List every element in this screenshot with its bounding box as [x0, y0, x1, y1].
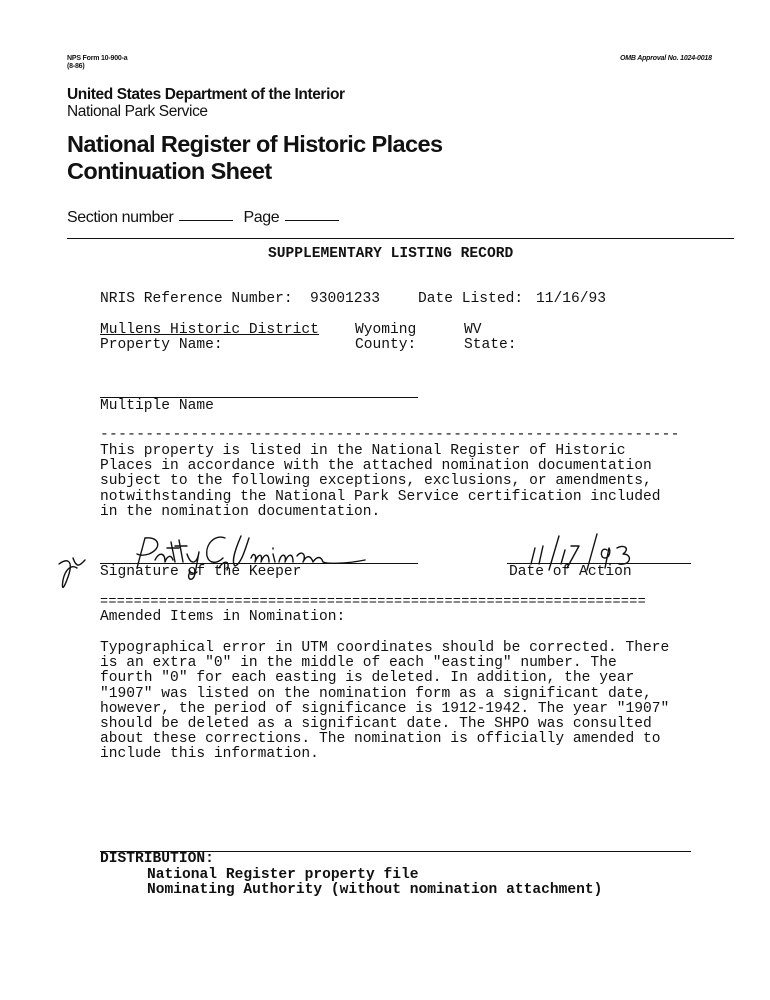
statement-line: subject to the following exceptions, exclusions, or amendments, [100, 473, 652, 490]
distribution-item: Nominating Authority (without nomination attachment) [147, 882, 603, 899]
equals-separator: ================================================================= [100, 595, 647, 610]
distribution-item: National Register property file [147, 867, 419, 883]
form-date-text: (8-86) [67, 63, 85, 70]
property-name-value: Mullens Historic District [100, 322, 319, 338]
page-number-blank [285, 220, 339, 221]
state-label: State: [464, 337, 517, 353]
dashed-separator: ---------------------------------------------------------------- [100, 427, 680, 443]
date-listed-label: Date Listed: [418, 291, 524, 307]
omb-approval: OMB Approval No. 1024-0018 [620, 55, 712, 62]
section-number-blank [179, 220, 233, 221]
amended-line: should be deleted as a significant date. The SHPO was consulted [100, 716, 652, 733]
page-label: Page [243, 209, 280, 226]
handwritten-date [505, 530, 655, 590]
date-of-action-label: Date of Action [509, 564, 632, 580]
service-name: National Park Service [67, 103, 208, 120]
county-value: Wyoming [355, 322, 417, 338]
header-rule [67, 238, 734, 239]
page-title: National Register of Historic Places [67, 131, 443, 157]
amended-line: however, the period of significance is 1912-1942. The year "1907" [100, 700, 670, 717]
amended-line: "1907" was listed on the nomination form as a significant date, [100, 685, 652, 702]
amended-line: about these corrections. The nomination is officially amended to [100, 731, 661, 748]
property-name-label: Property Name: [100, 337, 223, 353]
record-heading: SUPPLEMENTARY LISTING RECORD [268, 246, 514, 262]
statement-line: notwithstanding the National Park Service certification included [100, 488, 661, 505]
section-page-line [67, 209, 349, 227]
amended-line: Typographical error in UTM coordinates should be corrected. There [100, 640, 670, 656]
amended-heading: Amended Items in Nomination: [100, 609, 346, 625]
listing-statement [100, 444, 661, 520]
amended-line: include this information. [100, 746, 319, 763]
nris-label: NRIS Reference Number: [100, 291, 293, 307]
statement-line: This property is listed in the National Register of Historic [100, 443, 626, 459]
amended-line: fourth "0" for each easting is deleted. In addition, the year [100, 670, 635, 687]
nris-value: 93001233 [310, 291, 381, 307]
distribution-list [147, 868, 602, 898]
form-number-text: NPS Form 10-900-a [67, 55, 128, 62]
date-listed-value: 11/16/93 [536, 291, 607, 307]
amended-text [100, 641, 669, 763]
page-subtitle: Continuation Sheet [67, 158, 272, 184]
multiple-name-label: Multiple Name [100, 398, 214, 414]
section-number-label: Section number [67, 209, 174, 226]
statement-line: in the nomination documentation. [100, 503, 381, 520]
distribution-label: DISTRIBUTION: [100, 851, 214, 867]
form-number [67, 55, 127, 71]
department-name: United States Department of the Interior [67, 86, 345, 103]
signature-label: Signature of the Keeper [100, 564, 302, 580]
county-label: County: [355, 337, 417, 353]
state-value: WV [464, 322, 482, 338]
amended-line: is an extra "0" in the middle of each "easting" number. The [100, 655, 617, 672]
statement-line: Places in accordance with the attached nomination documentation [100, 458, 652, 475]
